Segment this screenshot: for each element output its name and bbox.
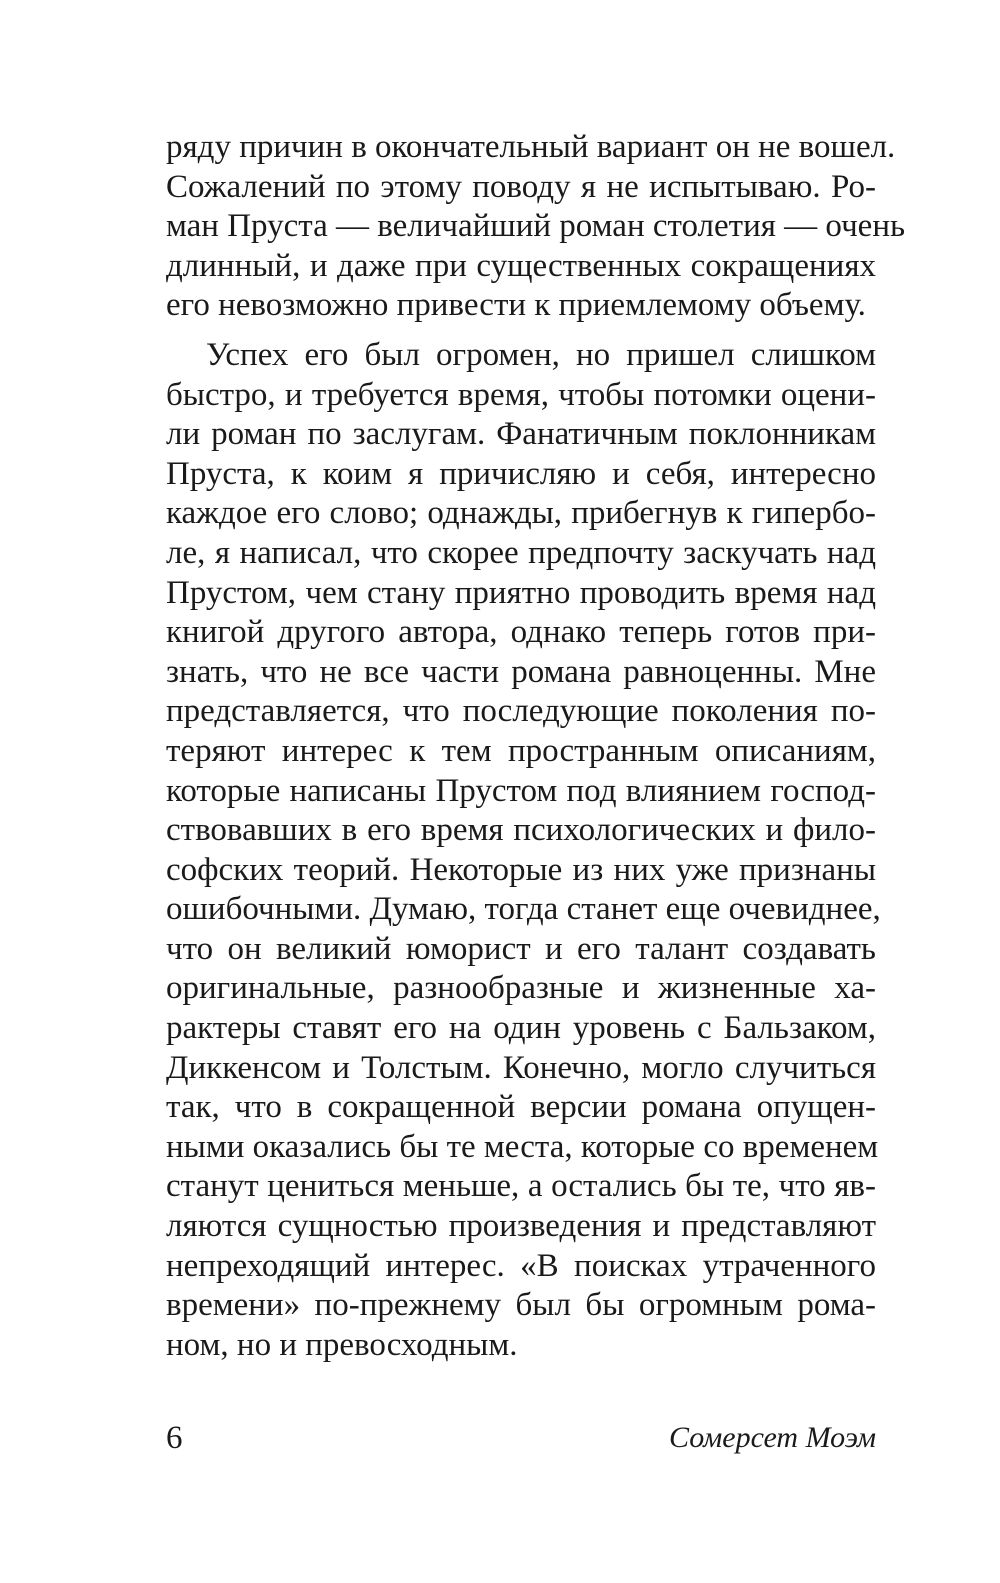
text-line: каждое его слово; однажды, прибегнув к гипербо- bbox=[166, 495, 876, 532]
text-line: длинный, и даже при существенных сокращениях bbox=[166, 247, 876, 284]
text-line: Прустом, чем стану приятно проводить время над bbox=[166, 574, 876, 611]
text-line: книгой другого автора, однако теперь готов при- bbox=[166, 614, 876, 651]
text-line: софских теорий. Некоторые из них уже признаны bbox=[166, 851, 876, 888]
text-line: знать, что не все части романа равноценны. Мне bbox=[166, 653, 876, 690]
text-line: Пруста, к коим я причисляю и себя, интересно bbox=[166, 455, 876, 492]
text-line: представляется, что последующие поколения по- bbox=[166, 693, 876, 730]
text-line: теряют интерес к тем пространным описаниям, bbox=[166, 732, 876, 769]
text-line: так, что в сокращенной версии романа опущен- bbox=[166, 1089, 876, 1126]
text-line: ман Пруста — величайший роман столетия — очень bbox=[166, 208, 906, 245]
running-head-author: Сомерсет Моэм bbox=[669, 1421, 876, 1454]
text-line: Диккенсом и Толстым. Конечно, могло случиться bbox=[166, 1049, 876, 1086]
text-line: ляются сущностью произведения и представляют bbox=[166, 1208, 876, 1245]
page-number: 6 bbox=[166, 1420, 183, 1456]
text-line: Сожалений по этому поводу я не испытываю. Ро- bbox=[166, 168, 876, 205]
text-line: ряду причин в окончательный вариант он не вошел. bbox=[166, 129, 896, 165]
text-line: станут цениться меньше, а остались бы те, что яв- bbox=[166, 1168, 876, 1205]
text-line: быстро, и требуется время, чтобы потомки оцени- bbox=[166, 376, 876, 413]
text-line: ошибочными. Думаю, тогда станет еще очевиднее, bbox=[166, 891, 881, 928]
text-line: что он великий юморист и его талант создавать bbox=[166, 930, 876, 967]
text-line: его невозможно привести к приемлемому объему. bbox=[166, 287, 866, 324]
text-line: ле, я написал, что скорее предпочту заскучать над bbox=[166, 534, 876, 571]
text-line: Успех его был огромен, но пришел слишком bbox=[206, 336, 876, 373]
text-line: ствовавших в его время психологических и фило- bbox=[166, 812, 876, 849]
page-body bbox=[166, 128, 906, 1365]
paragraph-2 bbox=[166, 336, 881, 1365]
text-line: ном, но и превосходным. bbox=[166, 1326, 518, 1363]
text-line: оригинальные, разнообразные и жизненные ха- bbox=[166, 970, 876, 1007]
text-line: которые написаны Прустом под влиянием господ- bbox=[166, 772, 876, 809]
text-line: времени» по-прежнему был бы огромным рома- bbox=[166, 1287, 876, 1324]
page-footer bbox=[166, 1418, 876, 1458]
text-line: ли роман по заслугам. Фанатичным поклонникам bbox=[166, 416, 876, 453]
text-line: ными оказались бы те места, которые со временем bbox=[166, 1128, 879, 1165]
paragraph-1 bbox=[166, 128, 906, 326]
text-line: непреходящий интерес. «В поисках утраченного bbox=[166, 1247, 876, 1284]
text-line: рактеры ставят его на один уровень с Бальзаком, bbox=[166, 1010, 876, 1047]
